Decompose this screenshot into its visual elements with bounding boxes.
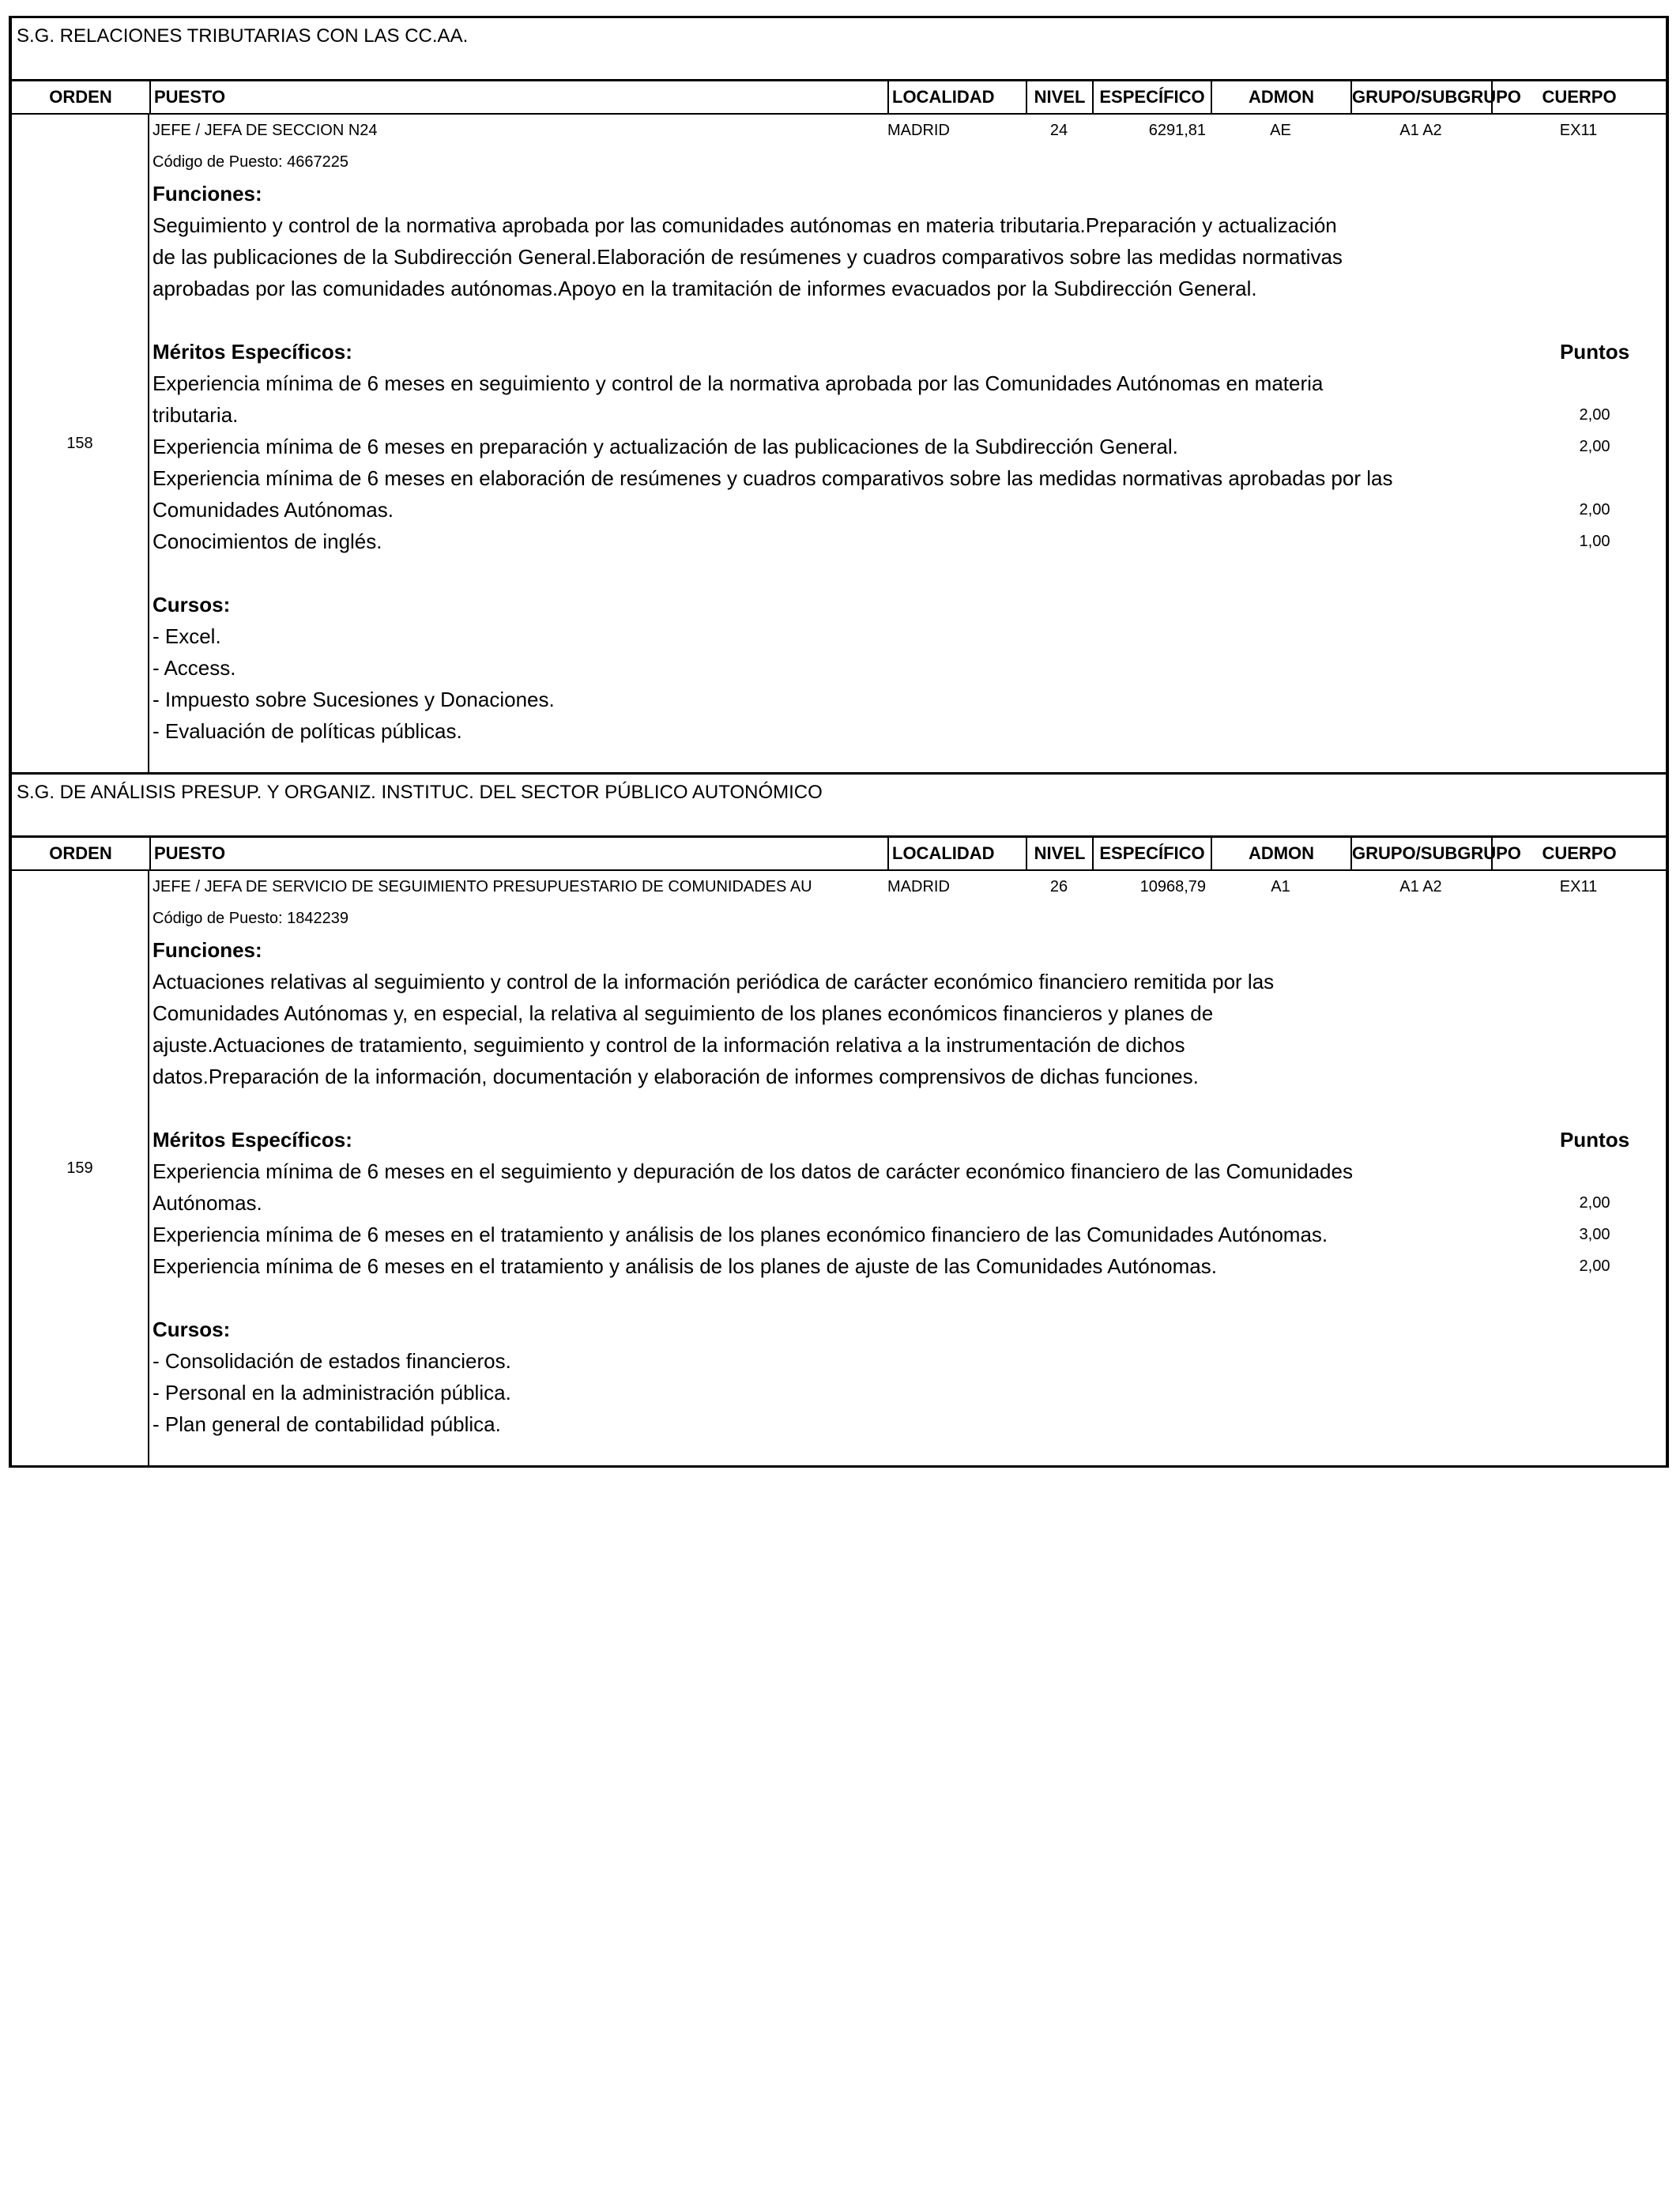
col-admon: ADMON bbox=[1211, 838, 1350, 869]
meritos-heading bbox=[153, 1124, 1666, 1155]
nivel-value: 24 bbox=[1049, 122, 1068, 139]
orden-value: 158 bbox=[12, 115, 149, 772]
merito-text: Experiencia mínima de 6 meses en el tratamiento y análisis de los planes económico financiero de las Comunidades Autónomas. bbox=[153, 1223, 1328, 1246]
merito-points: 2,00 bbox=[1579, 406, 1610, 424]
nivel-value: 26 bbox=[1049, 878, 1068, 895]
puntos-heading: Puntos bbox=[1559, 1128, 1630, 1152]
funciones-line: datos.Preparación de la información, documentación y elaboración de informes comprensivos de dichas funciones. bbox=[153, 1065, 1199, 1088]
funciones-line: de las publicaciones de la Subdirección General.Elaboración de resúmenes y cuadros comparativos sobre las medidas normativas bbox=[153, 245, 1343, 269]
table-header bbox=[12, 81, 1666, 115]
col-orden: ORDEN bbox=[49, 843, 112, 863]
col-nivel: NIVEL bbox=[1026, 81, 1092, 113]
col-nivel: NIVEL bbox=[1026, 838, 1092, 869]
funciones-heading: Funciones: bbox=[153, 938, 262, 962]
merito-text: Experiencia mínima de 6 meses en elaboración de resúmenes y cuadros comparativos sobre las medidas normativas aprobadas por las bbox=[153, 466, 1393, 490]
merito-text: Experiencia mínima de 6 meses en seguimiento y control de la normativa aprobada por las Comunidades Autónomas en materia bbox=[153, 371, 1324, 395]
meritos-label: Méritos Específicos: bbox=[153, 1128, 352, 1152]
funciones-line: Actuaciones relativas al seguimiento y control de la información periódica de carácter económico financiero remitida por las bbox=[153, 970, 1275, 993]
col-especifico: ESPECÍFICO bbox=[1092, 838, 1211, 869]
table-header bbox=[12, 838, 1666, 871]
merito-line bbox=[153, 1219, 1666, 1250]
section-title: S.G. RELACIONES TRIBUTARIAS CON LAS CC.AA. bbox=[12, 18, 1666, 81]
merito-points: 2,00 bbox=[1579, 438, 1610, 455]
merito-text: Conocimientos de inglés. bbox=[153, 530, 382, 553]
col-localidad: LOCALIDAD bbox=[887, 838, 1026, 869]
row-content bbox=[149, 115, 1666, 772]
merito-line bbox=[153, 1250, 1666, 1282]
puesto-value: JEFE / JEFA DE SECCION N24 bbox=[153, 122, 378, 139]
col-admon: ADMON bbox=[1211, 81, 1350, 113]
col-orden: ORDEN bbox=[49, 87, 112, 107]
col-puesto: PUESTO bbox=[149, 81, 887, 113]
orden-value: 159 bbox=[12, 871, 149, 1465]
position-summary bbox=[153, 115, 1666, 146]
position-summary bbox=[153, 871, 1666, 903]
merito-line bbox=[153, 462, 1666, 494]
col-grupo: GRUPO/SUBGRUPO bbox=[1350, 81, 1491, 113]
curso-item: - Excel. bbox=[153, 624, 221, 648]
merito-text: Experiencia mínima de 6 meses en el seguimiento y depuración de los datos de carácter económico financiero de las Comunidades bbox=[153, 1159, 1353, 1183]
col-localidad: LOCALIDAD bbox=[887, 81, 1026, 113]
localidad-value: MADRID bbox=[887, 878, 950, 895]
codigo-puesto: Código de Puesto: 1842239 bbox=[153, 910, 348, 927]
curso-item: - Personal en la administración pública. bbox=[153, 1381, 511, 1404]
puntos-heading: Puntos bbox=[1559, 340, 1630, 364]
col-especifico: ESPECÍFICO bbox=[1092, 81, 1211, 113]
col-puesto: PUESTO bbox=[149, 838, 887, 869]
funciones-line: Seguimiento y control de la normativa aprobada por las comunidades autónomas en materia tributaria.Preparación y actualización bbox=[153, 213, 1337, 237]
admon-value: A1 bbox=[1271, 878, 1290, 895]
merito-points: 1,00 bbox=[1579, 533, 1610, 550]
cuerpo-value: EX11 bbox=[1559, 878, 1598, 895]
merito-points: 3,00 bbox=[1579, 1226, 1610, 1243]
row-content bbox=[149, 871, 1666, 1465]
especifico-value: 10968,79 bbox=[1139, 878, 1206, 895]
merito-text: tributaria. bbox=[153, 403, 239, 427]
grupo-value: A1 A2 bbox=[1399, 878, 1442, 895]
section-title: S.G. DE ANÁLISIS PRESUP. Y ORGANIZ. INSTITUC. DEL SECTOR PÚBLICO AUTONÓMICO bbox=[12, 775, 1666, 838]
curso-item: - Consolidación de estados financieros. bbox=[153, 1349, 511, 1373]
funciones-heading: Funciones: bbox=[153, 182, 262, 205]
merito-line bbox=[153, 494, 1666, 526]
section-relaciones-tributarias bbox=[9, 16, 1669, 772]
merito-text: Experiencia mínima de 6 meses en preparación y actualización de las publicaciones de la Subdirección General. bbox=[153, 435, 1178, 458]
grupo-value: A1 A2 bbox=[1399, 122, 1442, 139]
merito-text: Comunidades Autónomas. bbox=[153, 498, 394, 522]
funciones-line: ajuste.Actuaciones de tratamiento, seguimiento y control de la información relativa a la instrumentación de dichos bbox=[153, 1033, 1185, 1057]
col-grupo: GRUPO/SUBGRUPO bbox=[1350, 838, 1491, 869]
table-row bbox=[12, 115, 1666, 772]
merito-text: Autónomas. bbox=[153, 1191, 262, 1215]
admon-value: AE bbox=[1270, 122, 1291, 139]
merito-points: 2,00 bbox=[1579, 1257, 1610, 1275]
curso-item: - Access. bbox=[153, 656, 236, 680]
meritos-heading bbox=[153, 336, 1666, 368]
curso-item: - Impuesto sobre Sucesiones y Donaciones. bbox=[153, 688, 555, 711]
merito-line bbox=[153, 368, 1666, 399]
curso-item: - Plan general de contabilidad pública. bbox=[153, 1412, 501, 1436]
especifico-value: 6291,81 bbox=[1148, 122, 1206, 139]
document bbox=[9, 16, 1669, 1468]
curso-item: - Evaluación de políticas públicas. bbox=[153, 719, 462, 743]
merito-line bbox=[153, 526, 1666, 557]
puesto-value: JEFE / JEFA DE SERVICIO DE SEGUIMIENTO PRESUPUESTARIO DE COMUNIDADES AU bbox=[153, 878, 812, 895]
col-cuerpo: CUERPO bbox=[1491, 838, 1666, 869]
merito-points: 2,00 bbox=[1579, 501, 1610, 518]
col-cuerpo: CUERPO bbox=[1491, 81, 1666, 113]
funciones-line: Comunidades Autónomas y, en especial, la relativa al seguimiento de los planes económicos financieros y planes de bbox=[153, 1001, 1214, 1025]
funciones-line: aprobadas por las comunidades autónomas.Apoyo en la tramitación de informes evacuados por la Subdirección General. bbox=[153, 277, 1257, 300]
meritos-label: Méritos Específicos: bbox=[153, 340, 352, 364]
cursos-heading: Cursos: bbox=[153, 593, 231, 616]
merito-line bbox=[153, 431, 1666, 462]
codigo-puesto: Código de Puesto: 4667225 bbox=[153, 153, 348, 171]
merito-line bbox=[153, 1187, 1666, 1219]
table-row bbox=[12, 871, 1666, 1465]
section-analisis-presupuestario bbox=[9, 772, 1669, 1468]
cursos-heading: Cursos: bbox=[153, 1318, 231, 1341]
cuerpo-value: EX11 bbox=[1559, 122, 1598, 139]
merito-line bbox=[153, 399, 1666, 431]
merito-points: 2,00 bbox=[1579, 1194, 1610, 1212]
localidad-value: MADRID bbox=[887, 122, 950, 139]
merito-text: Experiencia mínima de 6 meses en el tratamiento y análisis de los planes de ajuste de las Comunidades Autónomas. bbox=[153, 1254, 1217, 1278]
merito-line bbox=[153, 1155, 1666, 1187]
